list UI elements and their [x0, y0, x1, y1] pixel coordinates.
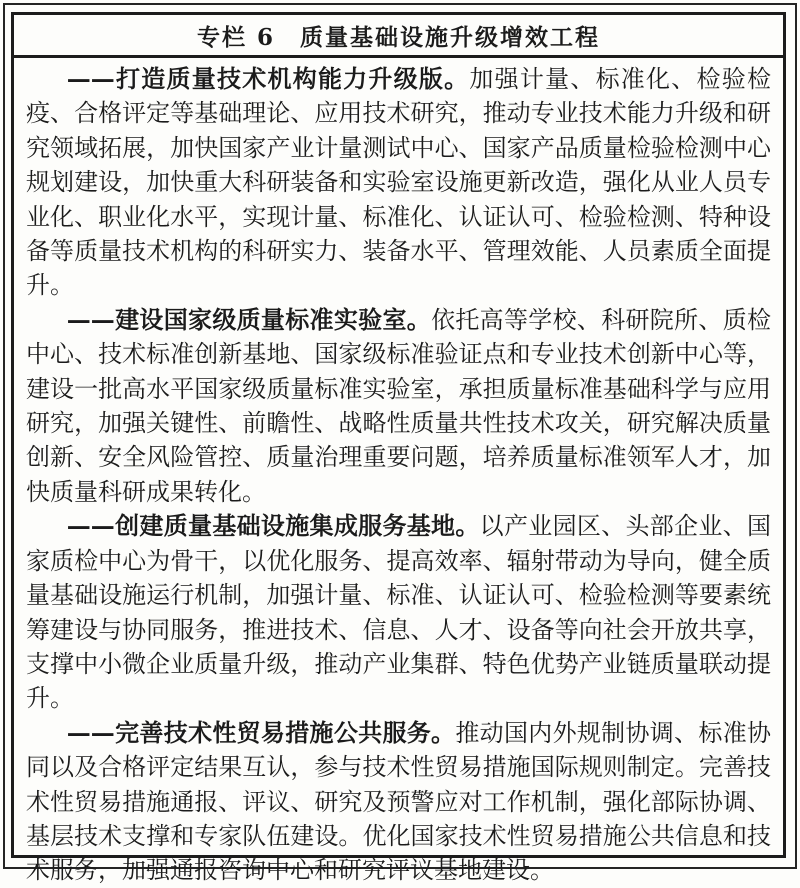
paragraph-4-text: 推动国内外规制协调、标准协同以及合格评定结果互认，参与技术性贸易措施国际规则制定。完善技术性贸易措施通报、评议、研究及预警应对工作机制，强化部际协调、基层技术支撑和专家队伍建设。优化国家技术性贸易措施公共信息和技术服务，加强通报咨询中心和研究评议基地建设。 — [26, 718, 772, 885]
paragraph-3 — [26, 509, 771, 715]
column-box — [11, 12, 786, 885]
paragraph-1 — [26, 62, 771, 303]
paragraph-3-text: 以产业园区、头部企业、国家质检中心为骨干，以优化服务、提高效率、辐射带动为导向，健全质量基础设施运行机制，加强计量、标准、认证认可、检验检测等要素统筹建设与协同服务，推进技术、信息、人才、设备等向社会开放共享，支撑中小微企业质量升级，推动产业集群、特色优势产业链质量联动提升。 — [26, 512, 772, 713]
paragraph-1-text: 加强计量、标准化、检验检疫、合格评定等基础理论、应用技术研究，推动专业技术能力升级和研究领域拓展，加快国家产业计量测试中心、国家产品质量检验检测中心规划建设，加快重大科研装备和实验室设施更新改造，强化从业人员专业化、职业化水平，实现计量、标准化、认证认可、检验检测、特种设备等质量技术机构的科研实力、装备水平、管理效能、人员素质全面提升。 — [26, 65, 771, 300]
paragraph-2 — [26, 303, 771, 509]
column-title: 专栏 6 质量基础设施升级增效工程 — [14, 15, 783, 58]
paragraph-2-lead: ——建设国家级质量标准实验室。 — [66, 304, 432, 334]
paragraph-1-lead: ——打造质量技术机构能力升级版。 — [66, 64, 470, 93]
paragraph-4 — [26, 716, 771, 888]
paragraph-4-lead: ——完善技术性贸易措施公共服务。 — [66, 717, 456, 747]
paragraph-2-text: 依托高等学校、科研院所、质检中心、技术标准创新基地、国家级标准验证点和专业技术创新中心等，建设一批高水平国家级质量标准实验室，承担质量标准基础科学与应用研究，加强关键性、前瞻性、战略性质量共性技术攻关，研究解决质量创新、安全风险管控、质量治理重要问题，培养质量标准领军人才，加快质量科研成果转化。 — [26, 305, 772, 506]
paragraph-3-lead: ——创建质量基础设施集成服务基地。 — [66, 511, 480, 541]
column-body — [14, 58, 783, 888]
